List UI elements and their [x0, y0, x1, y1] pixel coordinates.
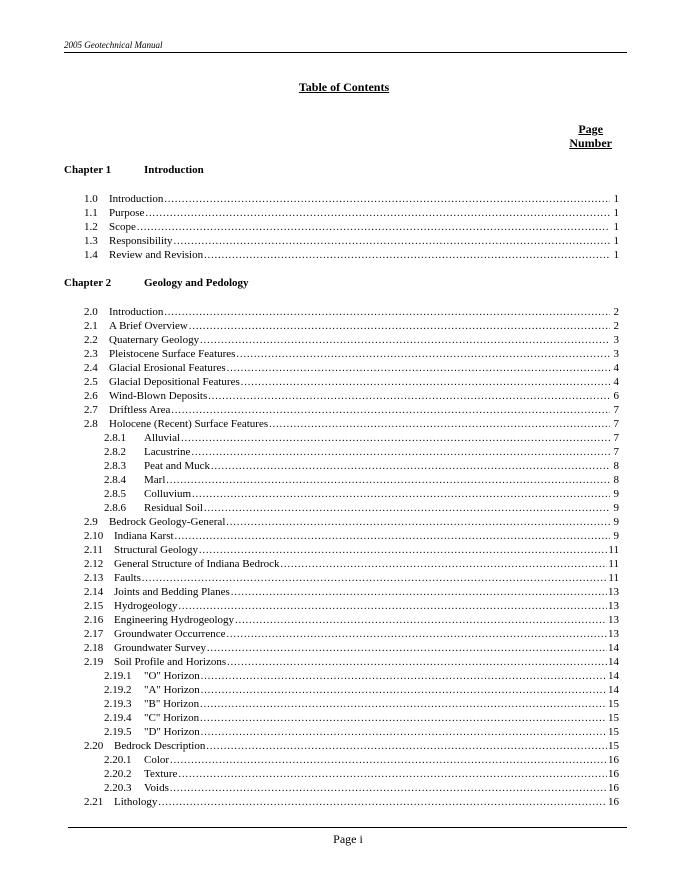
page-number-heading-line2: Number: [569, 136, 612, 150]
section-title: Groundwater Occurrence: [114, 628, 226, 640]
toc-entry[interactable]: [104, 767, 619, 781]
page-number: 3: [613, 348, 619, 360]
toc-entry[interactable]: [84, 319, 619, 333]
page-number: 9: [613, 530, 619, 542]
toc-entry[interactable]: [84, 739, 619, 753]
section-title: Quaternary Geology: [109, 334, 200, 346]
page-number: 16: [608, 754, 619, 766]
chapter-number: Chapter 2: [64, 277, 112, 289]
dot-leader: [227, 656, 607, 670]
dot-leader: [201, 684, 607, 698]
dot-leader: [204, 502, 610, 516]
section-number: 2.1: [84, 320, 98, 332]
page-number: 14: [608, 656, 619, 668]
section-title: A Brief Overview: [109, 320, 188, 332]
page-number: 15: [608, 740, 619, 752]
section-number: 2.20.1: [104, 754, 132, 766]
section-title: Joints and Bedding Planes: [114, 586, 230, 598]
section-number: 2.7: [84, 404, 98, 416]
dot-leader: [201, 726, 607, 740]
section-title: Residual Soil: [144, 502, 203, 514]
section-number: 2.12: [84, 558, 104, 570]
section-title: Scope: [109, 221, 136, 233]
section-title: Introduction: [109, 193, 164, 205]
section-title: Bedrock Geology-General: [109, 516, 226, 528]
section-number: 1.2: [84, 221, 98, 233]
section-number: 2.19.4: [104, 712, 132, 724]
section-number: 2.2: [84, 334, 98, 346]
page-number: 15: [608, 712, 619, 724]
toc-entry[interactable]: [84, 543, 619, 557]
page-number: 8: [613, 460, 619, 472]
toc-entry[interactable]: [84, 585, 619, 599]
dot-leader: [178, 768, 607, 782]
dot-leader: [191, 446, 610, 460]
section-number: 2.8.4: [104, 474, 126, 486]
dot-leader: [164, 193, 610, 207]
toc-entry[interactable]: [84, 599, 619, 613]
toc-entry[interactable]: [84, 347, 619, 361]
section-title: "C" Horizon: [144, 712, 200, 724]
page-number: 7: [613, 432, 619, 444]
dot-leader: [206, 740, 607, 754]
toc-entry[interactable]: [104, 697, 619, 711]
section-number: 2.19.1: [104, 670, 132, 682]
toc-title: Table of Contents: [298, 80, 390, 94]
section-title: Alluvial: [144, 432, 181, 444]
section-number: 2.20.2: [104, 768, 132, 780]
section-number: 2.16: [84, 614, 104, 626]
dot-leader: [200, 334, 610, 348]
section-title: Responsibility: [109, 235, 173, 247]
chapter-title: Geology and Pedology: [144, 277, 249, 289]
dot-leader: [179, 600, 607, 614]
section-title: "O" Horizon: [144, 670, 200, 682]
section-title: Engineering Hydrogeology: [114, 614, 235, 626]
chapter-heading: [64, 277, 249, 289]
section-number: 2.0: [84, 306, 98, 318]
page-number: 8: [613, 474, 619, 486]
section-number: 2.18: [84, 642, 104, 654]
section-number: 2.8.5: [104, 488, 126, 500]
section-title: Color: [144, 754, 170, 766]
header-divider: [64, 52, 627, 53]
section-number: 2.19.3: [104, 698, 132, 710]
section-number: 2.5: [84, 376, 98, 388]
toc-entry[interactable]: [104, 473, 619, 487]
footer-divider: [68, 827, 627, 828]
dot-leader: [181, 432, 610, 446]
page-number: 16: [608, 768, 619, 780]
section-number: 2.13: [84, 572, 104, 584]
dot-leader: [211, 460, 610, 474]
toc-entry[interactable]: [104, 487, 619, 501]
section-number: 2.11: [84, 544, 103, 556]
page-number: 11: [608, 558, 619, 570]
section-number: 1.3: [84, 235, 98, 247]
section-number: 2.8.2: [104, 446, 126, 458]
section-number: 2.6: [84, 390, 98, 402]
section-number: 2.19.5: [104, 726, 132, 738]
dot-leader: [281, 558, 608, 572]
dot-leader: [204, 249, 610, 263]
toc-entry[interactable]: [84, 333, 619, 347]
toc-entry[interactable]: [104, 669, 619, 683]
section-number: 2.8.3: [104, 460, 126, 472]
dot-leader: [170, 754, 607, 768]
manual-title: 2005 Geotechnical Manual: [64, 40, 163, 50]
dot-leader: [189, 320, 610, 334]
section-number: 2.8: [84, 418, 98, 430]
page-number: 14: [608, 642, 619, 654]
section-title: Review and Revision: [109, 249, 204, 261]
section-title: Pleistocene Surface Features: [109, 348, 236, 360]
section-number: 2.10: [84, 530, 104, 542]
toc-entry[interactable]: [104, 459, 619, 473]
toc-entry[interactable]: [104, 431, 619, 445]
chapter-number: Chapter 1: [64, 164, 112, 176]
dot-leader: [192, 488, 610, 502]
dot-leader: [164, 306, 610, 320]
section-title: Holocene (Recent) Surface Features: [109, 418, 269, 430]
toc-entry[interactable]: [84, 795, 619, 809]
toc-entry[interactable]: [84, 305, 619, 319]
page-number: 3: [613, 334, 619, 346]
dot-leader: [137, 221, 610, 235]
page-number: 9: [613, 502, 619, 514]
toc-entry[interactable]: [84, 417, 619, 431]
toc-entry[interactable]: [84, 361, 619, 375]
page-number: 1: [613, 235, 619, 247]
dot-leader: [208, 390, 610, 404]
section-number: 2.8.6: [104, 502, 126, 514]
page-number: 15: [608, 726, 619, 738]
section-title: Texture: [144, 768, 178, 780]
toc-entry[interactable]: [104, 445, 619, 459]
dot-leader: [201, 670, 607, 684]
dot-leader: [200, 698, 607, 712]
toc-entry[interactable]: [104, 753, 619, 767]
section-title: Driftless Area: [109, 404, 171, 416]
toc-entry[interactable]: [84, 234, 619, 248]
section-title: General Structure of Indiana Bedrock: [114, 558, 280, 570]
section-title: Hydrogeology: [114, 600, 178, 612]
page-number: 1: [613, 193, 619, 205]
section-number: 2.19.2: [104, 684, 132, 696]
dot-leader: [207, 642, 607, 656]
toc-entry[interactable]: [84, 248, 619, 262]
dot-leader: [235, 614, 607, 628]
page-number: 16: [608, 782, 619, 794]
dot-leader: [226, 628, 607, 642]
dot-leader: [200, 712, 607, 726]
section-title: Glacial Erosional Features: [109, 362, 226, 374]
section-number: 2.17: [84, 628, 104, 640]
page-number: 9: [613, 488, 619, 500]
toc-entry[interactable]: [84, 613, 619, 627]
page-number: 4: [613, 362, 619, 374]
toc-entry[interactable]: [84, 571, 619, 585]
dot-leader: [166, 474, 610, 488]
toc-entry[interactable]: [104, 781, 619, 795]
toc-entry[interactable]: [84, 375, 619, 389]
section-title: Lacustrine: [144, 446, 191, 458]
dot-leader: [174, 235, 610, 249]
toc-entry[interactable]: [104, 711, 619, 725]
section-title: Purpose: [109, 207, 145, 219]
dot-leader: [158, 796, 607, 810]
section-number: 2.20.3: [104, 782, 132, 794]
section-title: Voids: [144, 782, 169, 794]
dot-leader: [142, 572, 608, 586]
section-title: Indiana Karst: [114, 530, 174, 542]
section-title: Lithology: [114, 796, 158, 808]
page-number-heading: [569, 122, 612, 150]
toc-entry[interactable]: [84, 641, 619, 655]
toc-entry[interactable]: [84, 389, 619, 403]
page-number: 7: [613, 404, 619, 416]
page-number: 6: [613, 390, 619, 402]
section-title: Bedrock Description: [114, 740, 206, 752]
toc-entry[interactable]: [84, 403, 619, 417]
section-number: 1.1: [84, 207, 98, 219]
page-number: 7: [613, 418, 619, 430]
dot-leader: [175, 530, 610, 544]
dot-leader: [269, 418, 610, 432]
section-number: 1.4: [84, 249, 98, 261]
dot-leader: [227, 362, 610, 376]
toc-entry[interactable]: [104, 501, 619, 515]
section-title: Glacial Depositional Features: [109, 376, 240, 388]
page-number: 14: [608, 670, 619, 682]
page-number: 16: [608, 796, 619, 808]
page-number: 2: [613, 306, 619, 318]
toc-entry[interactable]: [84, 220, 619, 234]
section-number: 2.8.1: [104, 432, 126, 444]
section-title: Wind-Blown Deposits: [109, 390, 208, 402]
section-title: Colluvium: [144, 488, 192, 500]
page-number: 13: [608, 586, 619, 598]
page-number: 9: [613, 516, 619, 528]
page-number: 14: [608, 684, 619, 696]
section-title: Groundwater Survey: [114, 642, 206, 654]
section-number: 2.4: [84, 362, 98, 374]
page-number: 7: [613, 446, 619, 458]
section-title: Marl: [144, 474, 166, 486]
section-number: 1.0: [84, 193, 98, 205]
toc-entry[interactable]: [84, 515, 619, 529]
toc-entry[interactable]: [104, 683, 619, 697]
toc-entry[interactable]: [84, 627, 619, 641]
dot-leader: [241, 376, 610, 390]
chapter-title: Introduction: [144, 164, 204, 176]
footer-page-number: Page i: [333, 832, 363, 846]
page-number: 13: [608, 614, 619, 626]
section-number: 2.15: [84, 600, 104, 612]
toc-entry[interactable]: [84, 655, 619, 669]
section-number: 2.3: [84, 348, 98, 360]
page-number-heading-line1: Page: [578, 122, 603, 136]
section-title: Faults: [114, 572, 141, 584]
section-number: 2.19: [84, 656, 104, 668]
page-number: 2: [613, 320, 619, 332]
dot-leader: [145, 207, 610, 221]
section-title: Structural Geology: [114, 544, 199, 556]
page-number: 1: [613, 249, 619, 261]
section-title: "D" Horizon: [144, 726, 200, 738]
section-title: Introduction: [109, 306, 164, 318]
dot-leader: [199, 544, 607, 558]
section-number: 2.21: [84, 796, 104, 808]
toc-entry[interactable]: [84, 192, 619, 206]
dot-leader: [226, 516, 610, 530]
toc-entry[interactable]: [84, 557, 619, 571]
toc-entry[interactable]: [84, 529, 619, 543]
dot-leader: [236, 348, 610, 362]
dot-leader: [171, 404, 610, 418]
page-number: 11: [608, 572, 619, 584]
section-title: Soil Profile and Horizons: [114, 656, 227, 668]
toc-entry[interactable]: [84, 206, 619, 220]
page-number: 13: [608, 628, 619, 640]
page-number: 11: [608, 544, 619, 556]
section-title: "A" Horizon: [144, 684, 200, 696]
section-number: 2.20: [84, 740, 104, 752]
page-number: 1: [613, 221, 619, 233]
section-number: 2.9: [84, 516, 98, 528]
dot-leader: [231, 586, 607, 600]
dot-leader: [170, 782, 607, 796]
toc-entry[interactable]: [104, 725, 619, 739]
section-number: 2.14: [84, 586, 104, 598]
section-title: "B" Horizon: [144, 698, 200, 710]
page-number: 15: [608, 698, 619, 710]
chapter-heading: [64, 164, 204, 176]
section-title: Peat and Muck: [144, 460, 210, 472]
page-number: 1: [613, 207, 619, 219]
page-number: 4: [613, 376, 619, 388]
page-number: 13: [608, 600, 619, 612]
